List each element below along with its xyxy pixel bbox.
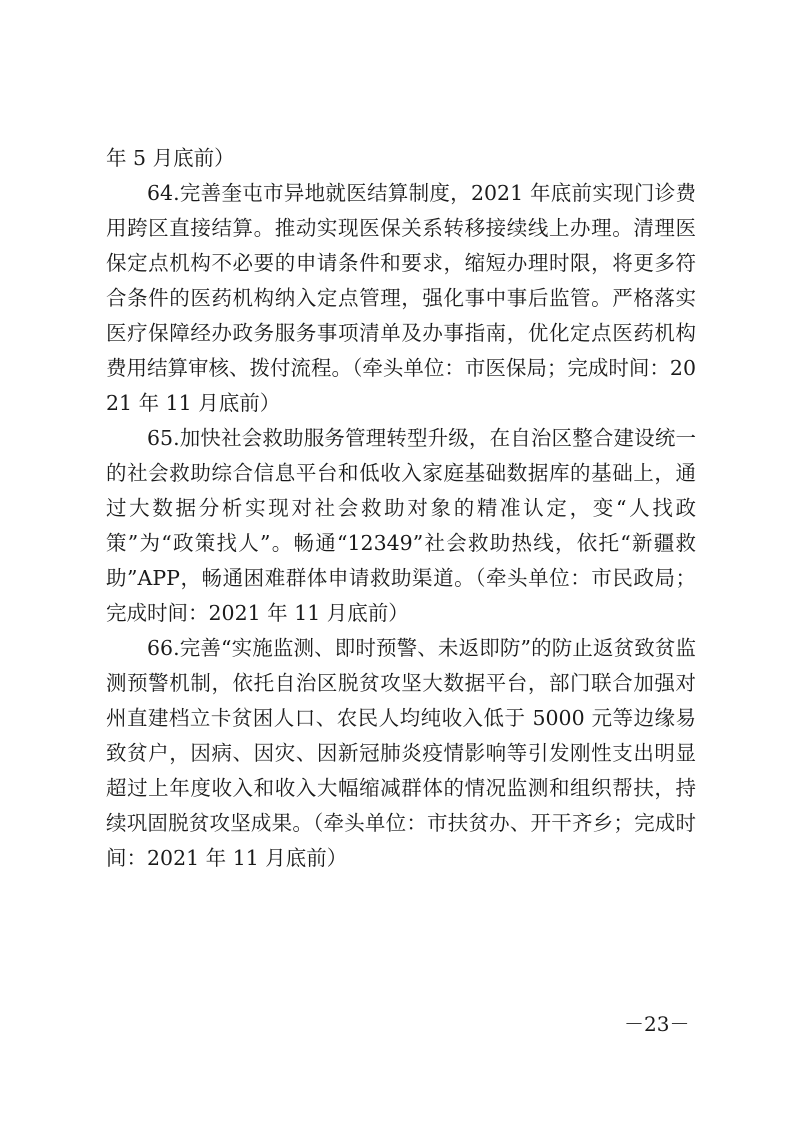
page-number: －23－	[624, 1012, 690, 1036]
paragraph-item-65: 65.加快社会救助服务管理转型升级，在自治区整合建设统一的社会救助综合信息平台和低收入家庭基础数据库的基础上，通过大数据分析实现对社会救助对象的精准认定，变“人找政策”为“政策找人”。畅通“12349”社会救助热线，依托“新疆救助”APP，畅通困难群体申请救助渠道。（牵头单位：市民政局；完成时间：2021 年 11 月底前）	[106, 426, 696, 625]
paragraph-continuation: 年 5 月底前）	[106, 146, 235, 170]
paragraph-item-64: 64.完善奎屯市异地就医结算制度，2021 年底前实现门诊费用跨区直接结算。推动实现医保关系转移接续线上办理。清理医保定点机构不必要的申请条件和要求，缩短办理时限，将更多符合条件的医药机构纳入定点管理，强化事中事后监管。严格落实医疗保障经办政务服务事项清单及办事指南，优化定点医药机构费用结算审核、拨付流程。（牵头单位：市医保局；完成时间：2021 年 11 月底前）	[106, 181, 696, 415]
paragraph-item-66: 66.完善“实施监测、即时预警、未返即防”的防止返贫致贫监测预警机制，依托自治区脱贫攻坚大数据平台，部门联合加强对州直建档立卡贫困人口、农民人均纯收入低于 5000 元等边缘易致贫户，因病、因灾、因新冠肺炎疫情影响等引发刚性支出明显超过上年度收入和收入大幅缩减群体的情况监测和组织帮扶，持续巩固脱贫攻坚成果。（牵头单位：市扶贫办、开干齐乡；完成时间：2021 年 11 月底前）	[106, 636, 696, 870]
document-body	[106, 141, 696, 876]
